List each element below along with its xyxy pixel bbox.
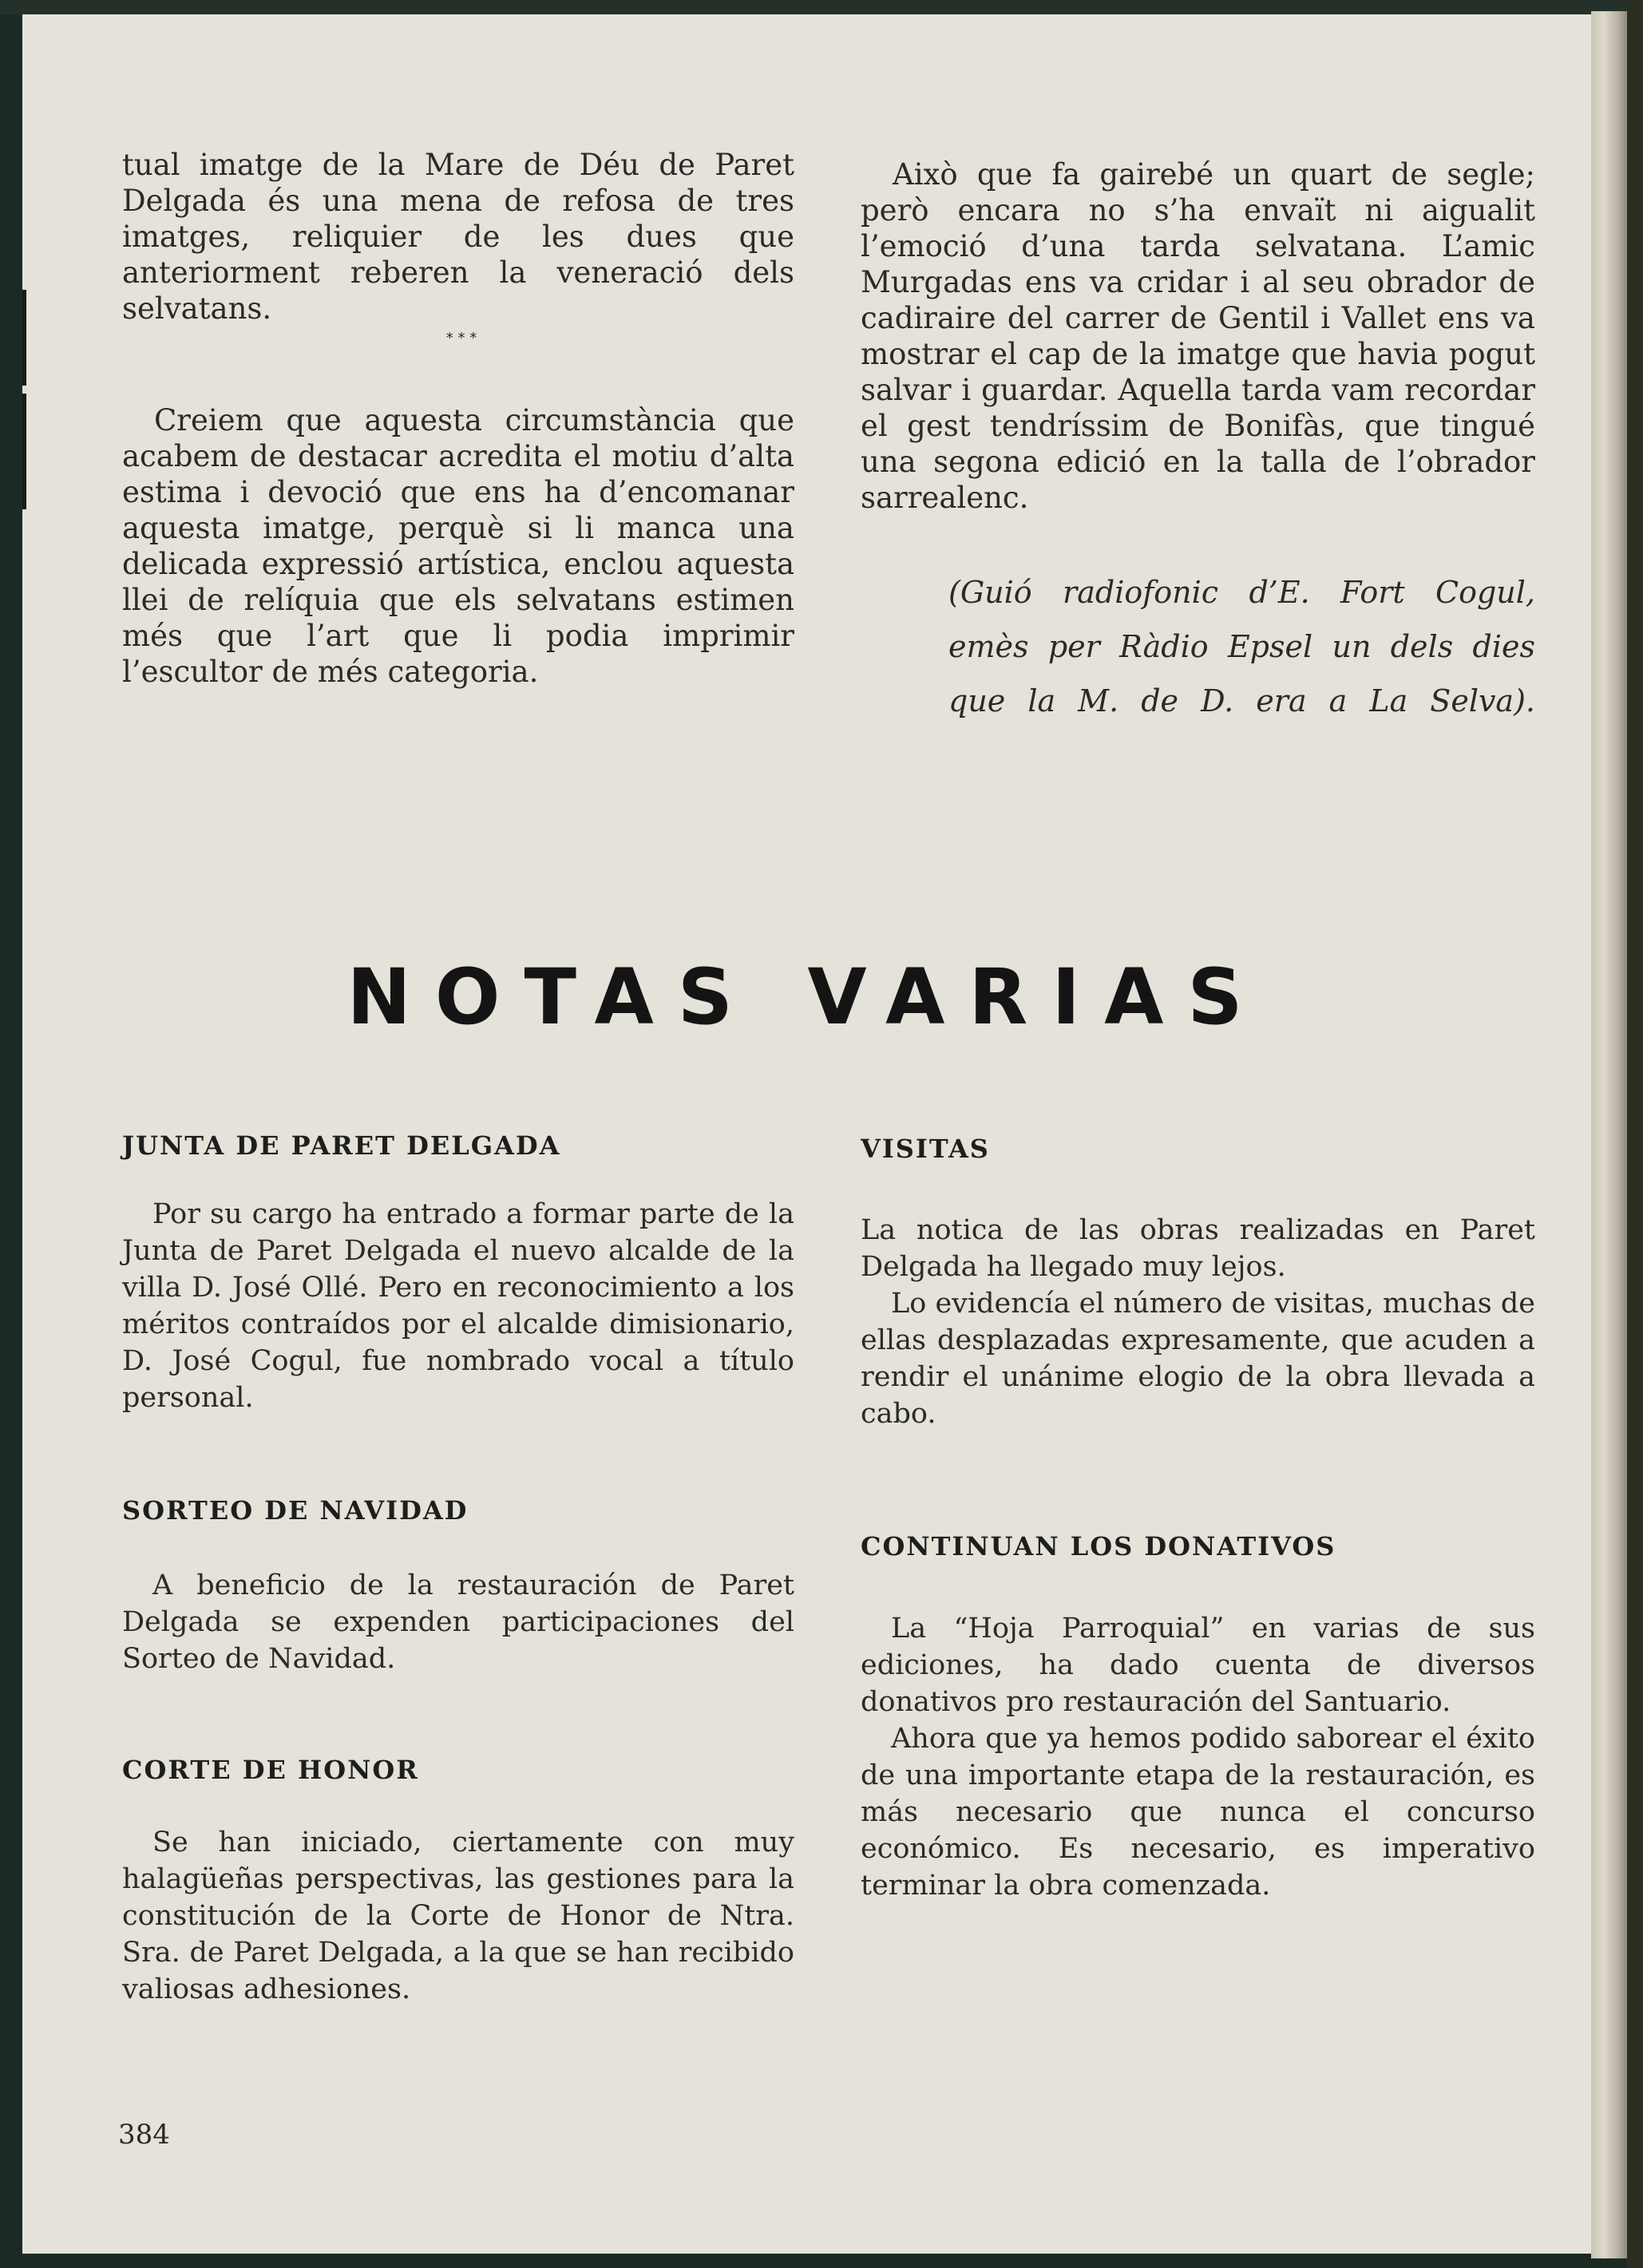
magazine-page	[22, 14, 1591, 2254]
book-spine	[1591, 11, 1627, 2258]
news-body-continuan	[861, 1610, 1535, 1904]
news-paragraph: Por su cargo ha entrado a formar parte de la Junta de Paret Delgada el nuevo alcalde de la villa D. José Ollé. Pero en reconocimiento a los méritos contraídos por el alcalde dimisionario, D. José Cogul, fue nombrado vocal a título personal.	[122, 1198, 794, 1414]
article-paragraph: Creiem que aquesta circumstància que acabem de destacar acredita el motiu d’alta estima i devoció que ens ha d’encomanar aquesta imatge, perquè si li manca una delicada expressió artística, enclou aquesta llei de relíquia que els selvatans estimen més que l’art que li podia imprimir l’escultor de més categoria.	[122, 403, 794, 689]
article-paragraph: tual imatge de la Mare de Déu de Paret Delgada és una mena de refosa de tres imatges, reliquier de les dues que anteriorment reberen la veneració dels selvatans.	[122, 148, 794, 326]
scan-top-border	[0, 0, 1643, 14]
section-separator: * * *	[445, 330, 477, 346]
section-headline: NOTAS VARIAS	[346, 952, 1267, 1042]
margin-mark	[22, 394, 26, 509]
article-column-left	[122, 147, 794, 327]
news-paragraph: Se han iniciado, ciertamente con muy halagüeñas perspectivas, las gestiones para la constitución de la Corte de Honor de Ntra. Sra. de Paret Delgada, a la que se han recibido valiosas adhesiones.	[122, 1827, 794, 2005]
news-body-corte	[122, 1824, 794, 2008]
news-heading-visitas: VISITAS	[861, 1134, 990, 1164]
scan-right-border	[1627, 0, 1643, 2268]
news-body-visitas	[861, 1212, 1535, 1432]
news-body-junta	[122, 1196, 794, 1416]
news-heading-continuan: CONTINUAN LOS DONATIVOS	[861, 1531, 1336, 1561]
article-paragraph: Això que fa gairebé un quart de segle; però encara no s’ha envaït ni aigualit l’emoció d’una tarda selvatana. L’amic Murgadas ens va cridar i al seu obrador de cadiraire del carrer de Gentil i Vallet ens va mostrar el cap de la imatge que havia pogut salvar i guardar. Aquella tarda vam recordar el gest tendríssim de Bonifàs, que tingué una segona edició en la talla de l’obrador sarrealenc.	[861, 157, 1535, 515]
margin-mark	[22, 290, 26, 386]
news-body-sorteo	[122, 1567, 794, 1677]
news-paragraph: La notica de las obras realizadas en Paret Delgada ha llegado muy lejos.	[861, 1214, 1535, 1283]
page-number: 384	[118, 2119, 170, 2151]
article-column-right	[861, 156, 1535, 516]
news-paragraph: A beneficio de la restauración de Paret Delgada se expenden participaciones del Sorteo de Navidad.	[122, 1569, 794, 1675]
radio-script-credit	[948, 565, 1535, 728]
news-paragraph: La “Hoja Parroquial” en varias de sus ediciones, ha dado cuenta de diversos donativos pro restauración del Santuario.	[861, 1613, 1535, 1718]
news-heading-junta: JUNTA DE PARET DELGADA	[122, 1130, 561, 1161]
news-paragraph: Ahora que ya hemos podido saborear el éxito de una importante etapa de la restauración, es más necesario que nunca el concurso económico. Es necesario, es imperativo terminar la obra comenzada.	[861, 1723, 1535, 1902]
credit-text: (Guió radiofonic d’E. Fort Cogul, emès per Ràdio Epsel un dels dies que la M. de D. era a La Selva).	[948, 575, 1535, 718]
article-column-left-continued	[122, 402, 794, 690]
news-paragraph: Lo evidencía el número de visitas, muchas de ellas desplazadas expresamente, que acuden a rendir el unánime elogio de la obra llevada a cabo.	[861, 1288, 1535, 1430]
news-heading-sorteo: SORTEO DE NAVIDAD	[122, 1495, 469, 1526]
news-heading-corte: CORTE DE HONOR	[122, 1755, 419, 1785]
